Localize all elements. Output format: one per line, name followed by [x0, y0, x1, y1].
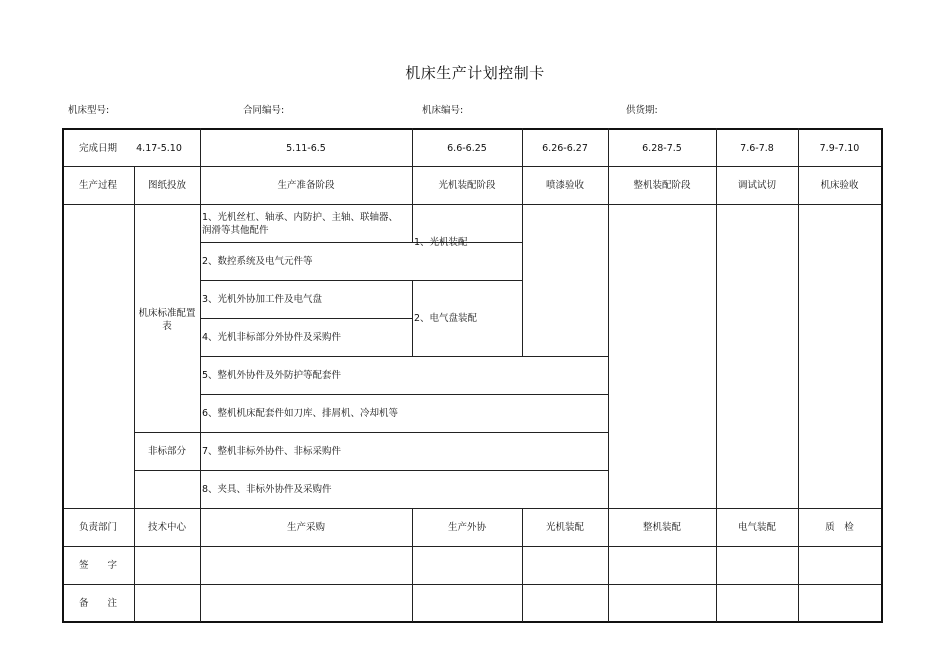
- responsible-electrical: 电气装配: [737, 521, 776, 533]
- assembly-item-2: 2、电气盘装配: [414, 313, 478, 324]
- contract-no-label: 合同编号:: [243, 105, 285, 116]
- date-painting: 6.26-6.27: [542, 142, 588, 154]
- document-title: 机床生产计划控制卡: [405, 64, 545, 82]
- process-painting: 喷漆验收: [545, 179, 584, 191]
- date-row-label: 完成日期: [78, 142, 117, 154]
- prep-item-2: 2、数控系统及电气元件等: [202, 256, 313, 267]
- process-row-label: 生产过程: [78, 179, 117, 191]
- machine-model-label: 机床型号:: [68, 105, 110, 116]
- responsible-purchase: 生产采购: [286, 521, 325, 533]
- remark-row-label: 备 注: [78, 597, 117, 609]
- prep-item-8: 8、夹具、非标外协件及采购件: [202, 484, 332, 495]
- date-acceptance: 7.9-7.10: [819, 142, 860, 154]
- responsible-tech: 技术中心: [147, 521, 186, 533]
- group-nonstandard: 非标部分: [147, 445, 186, 457]
- sign-row-label: 签 字: [78, 559, 117, 571]
- date-debug: 7.6-7.8: [740, 142, 774, 154]
- prep-item-3: 3、光机外协加工件及电气盘: [202, 294, 323, 305]
- responsible-outsourcing: 生产外协: [447, 521, 486, 533]
- prep-item-5: 5、整机外协件及外防护等配套件: [202, 370, 342, 381]
- delivery-label: 供货期:: [626, 105, 658, 116]
- process-final-assembly: 整机装配阶段: [633, 179, 691, 191]
- prep-item-6: 6、整机机床配套件如刀库、排屑机、冷却机等: [202, 408, 399, 419]
- prep-item-1: 1、光机丝杠、轴承、内防护、主轴、联轴器、润滑等其他配件: [202, 211, 399, 236]
- responsible-row-label: 负责部门: [78, 521, 117, 533]
- date-final-assembly: 6.28-7.5: [642, 142, 682, 154]
- responsible-qc: 质 检: [825, 521, 854, 533]
- assembly-item-1: 1、光机装配: [414, 237, 468, 248]
- process-debug: 调试试切: [737, 179, 776, 191]
- prep-item-7: 7、整机非标外协件、非标采购件: [202, 446, 342, 457]
- prep-item-4: 4、光机非标部分外协件及采购件: [202, 332, 342, 343]
- responsible-machine-assembly: 光机装配: [545, 521, 584, 533]
- process-assembly: 光机装配阶段: [438, 179, 496, 191]
- process-acceptance: 机床验收: [820, 179, 859, 191]
- date-drawing: 4.17-5.10: [136, 142, 182, 154]
- process-drawing: 图纸投放: [147, 179, 186, 191]
- date-assembly: 6.6-6.25: [447, 142, 487, 154]
- group-standard-config: 机床标准配置表: [138, 308, 196, 332]
- date-prep: 5.11-6.5: [286, 142, 326, 154]
- responsible-final-assembly: 整机装配: [642, 521, 681, 533]
- machine-no-label: 机床编号:: [422, 105, 464, 116]
- process-prep: 生产准备阶段: [277, 179, 335, 191]
